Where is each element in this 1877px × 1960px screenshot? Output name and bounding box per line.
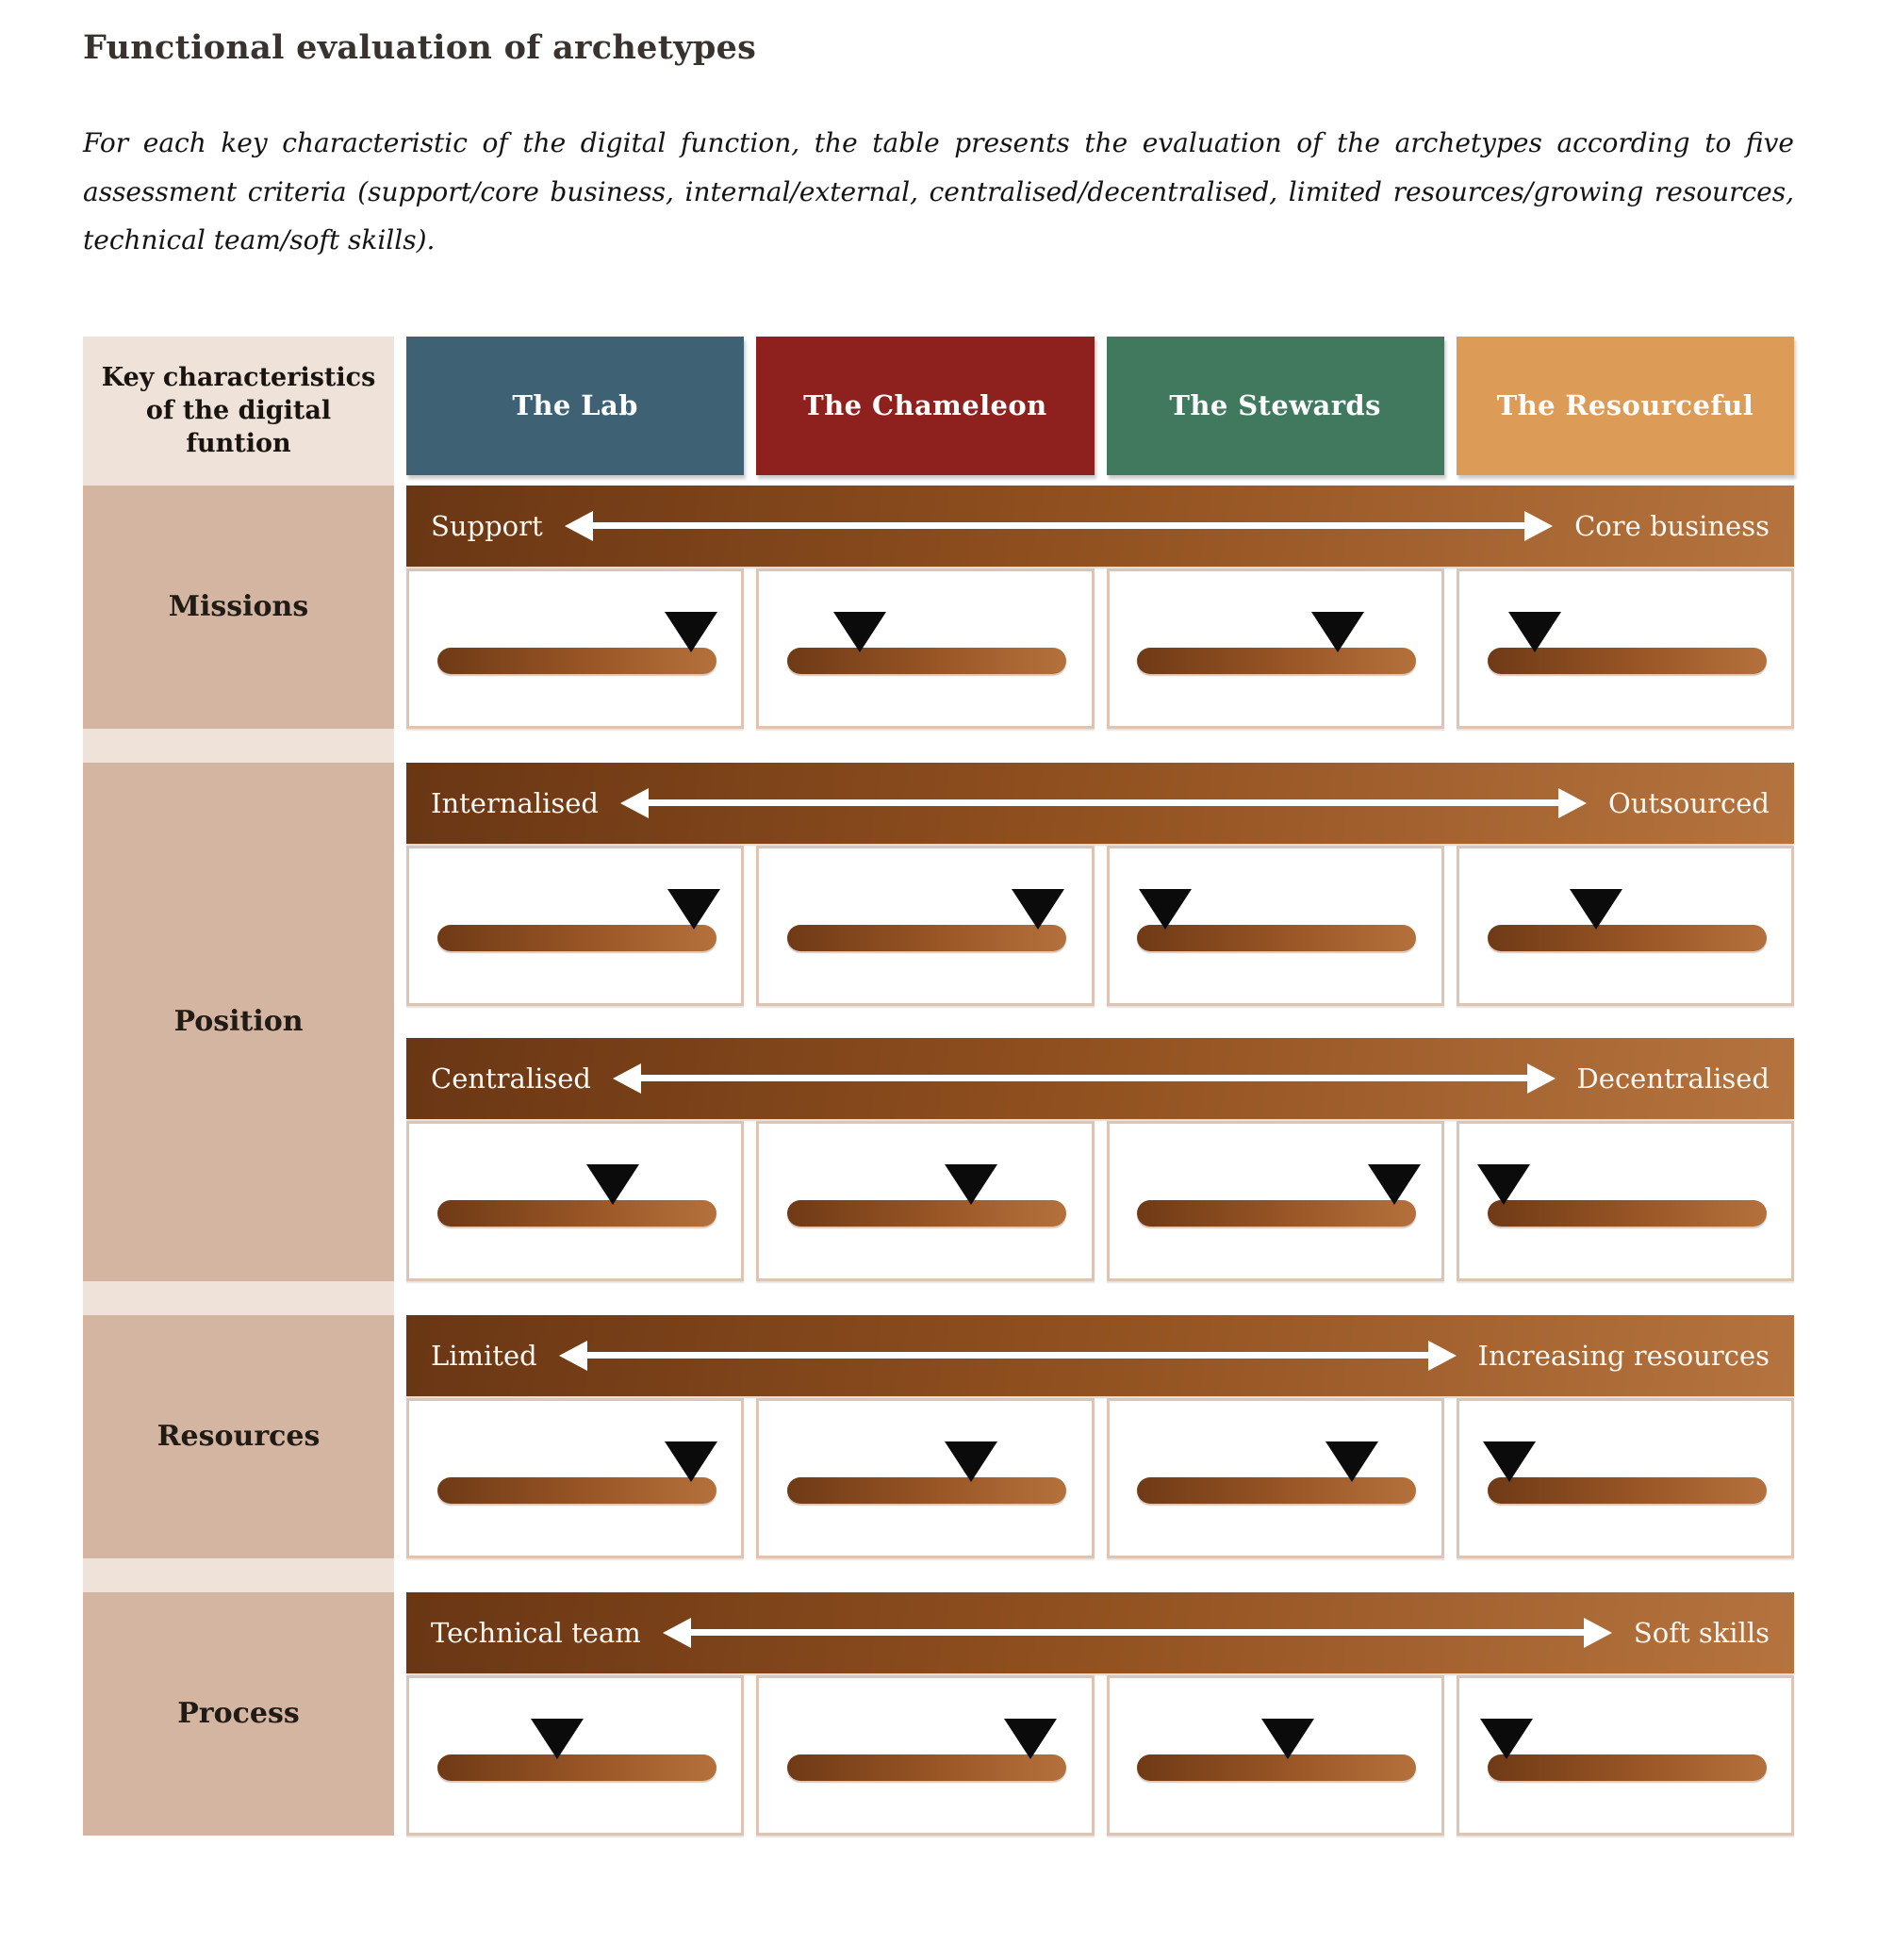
gradient-track	[787, 1200, 1066, 1227]
marker-triangle-icon	[1508, 612, 1561, 652]
marker-triangle-icon	[1325, 1441, 1378, 1482]
section-missions	[83, 486, 1794, 729]
scale-support-core-business	[406, 486, 1794, 729]
scale-bar	[406, 1315, 1794, 1396]
marker-triangle-icon	[833, 612, 886, 652]
marker-triangle-icon	[1368, 1164, 1421, 1205]
scale-right-label: Soft skills	[1633, 1616, 1770, 1649]
gradient-track	[1137, 1754, 1416, 1781]
marker-triangle-icon	[1139, 889, 1192, 930]
intro-paragraph: For each key characteristic of the digital function, the table presents the evaluation of the archetypes according to five assessment criteria (support/core business, internal/external, centralised/decentralised, limited resources/growing resources, technical team/soft skills).	[83, 127, 1794, 256]
scale-right-label: Increasing resources	[1477, 1339, 1770, 1372]
cell-process-the-resourceful	[1457, 1675, 1794, 1836]
double-arrow-icon	[586, 1352, 1429, 1359]
divider-strip	[83, 729, 394, 763]
cell-missions-the-stewards	[1107, 568, 1444, 729]
gradient-track	[1137, 1477, 1416, 1504]
gradient-track	[787, 925, 1066, 951]
cell-position2-the-resourceful	[1457, 1121, 1794, 1281]
scale-right-label: Decentralised	[1576, 1062, 1770, 1095]
divider-strip	[83, 1281, 394, 1315]
scale-right-label: Outsourced	[1608, 786, 1770, 819]
section-divider	[83, 1281, 1794, 1315]
double-arrow-icon	[592, 522, 1525, 529]
scale-centralised-decentralised	[406, 1038, 1794, 1281]
scale-left-label: Internalised	[431, 786, 599, 819]
cell-missions-the-chameleon	[756, 568, 1094, 729]
scale-left-label: Support	[431, 509, 543, 542]
marker-triangle-icon	[945, 1441, 997, 1482]
cell-missions-the-lab	[406, 568, 744, 729]
header-the-lab: The Lab	[406, 337, 744, 475]
marker-triangle-icon	[665, 612, 717, 652]
section-position	[83, 763, 1794, 1281]
cell-position1-the-stewards	[1107, 846, 1444, 1006]
marker-triangle-icon	[1004, 1719, 1057, 1759]
cell-resources-the-chameleon	[756, 1398, 1094, 1558]
page-title: Functional evaluation of archetypes	[83, 28, 757, 67]
section-divider	[83, 1558, 1794, 1592]
marker-triangle-icon	[1311, 612, 1364, 652]
gradient-track	[1488, 1200, 1767, 1227]
gradient-track	[437, 1477, 716, 1504]
scale-bar	[406, 486, 1794, 567]
cell-resources-the-resourceful	[1457, 1398, 1794, 1558]
gradient-track	[1137, 648, 1416, 674]
cell-position1-the-resourceful	[1457, 846, 1794, 1006]
header-the-chameleon: The Chameleon	[756, 337, 1094, 475]
marker-triangle-icon	[665, 1441, 717, 1482]
gradient-track	[437, 648, 716, 674]
gradient-track	[787, 648, 1066, 674]
gradient-track	[1488, 648, 1767, 674]
gradient-track	[1488, 1754, 1767, 1781]
cell-position1-the-chameleon	[756, 846, 1094, 1006]
row-label-missions: Missions	[83, 486, 394, 729]
cell-position1-the-lab	[406, 846, 744, 1006]
marker-triangle-icon	[1477, 1164, 1530, 1205]
scale-bar	[406, 1038, 1794, 1119]
cell-resources-the-lab	[406, 1398, 744, 1558]
scale-bar	[406, 1592, 1794, 1673]
double-arrow-icon	[640, 1075, 1528, 1081]
cell-resources-the-stewards	[1107, 1398, 1444, 1558]
cell-position2-the-chameleon	[756, 1121, 1094, 1281]
cell-position2-the-lab	[406, 1121, 744, 1281]
marker-triangle-icon	[1480, 1719, 1533, 1759]
gradient-track	[1488, 1477, 1767, 1504]
marker-triangle-icon	[945, 1164, 997, 1205]
gradient-track	[437, 925, 716, 951]
cell-position2-the-stewards	[1107, 1121, 1444, 1281]
divider-strip	[83, 1558, 394, 1592]
cell-process-the-lab	[406, 1675, 744, 1836]
gradient-track	[437, 1754, 716, 1781]
scale-left-label: Technical team	[431, 1616, 641, 1649]
section-resources	[83, 1315, 1794, 1558]
cell-process-the-stewards	[1107, 1675, 1444, 1836]
marker-triangle-icon	[1012, 889, 1064, 930]
section-divider	[83, 729, 1794, 763]
gradient-track	[787, 1477, 1066, 1504]
scale-limited-increasing	[406, 1315, 1794, 1558]
scale-technical-softskills	[406, 1592, 1794, 1836]
marker-triangle-icon	[531, 1719, 584, 1759]
double-arrow-icon	[690, 1629, 1585, 1636]
scale-bar	[406, 763, 1794, 844]
marker-triangle-icon	[1483, 1441, 1536, 1482]
scale-right-label: Core business	[1574, 509, 1770, 542]
marker-triangle-icon	[586, 1164, 639, 1205]
header-the-stewards: The Stewards	[1107, 337, 1444, 475]
row-label-resources: Resources	[83, 1315, 394, 1558]
scale-left-label: Centralised	[431, 1062, 591, 1095]
gradient-track	[1137, 1200, 1416, 1227]
scale-internalised-outsourced	[406, 763, 1794, 1006]
marker-triangle-icon	[1570, 889, 1622, 930]
cell-missions-the-resourceful	[1457, 568, 1794, 729]
gradient-track	[1137, 925, 1416, 951]
row-label-position: Position	[83, 763, 394, 1281]
section-process	[83, 1592, 1794, 1836]
marker-triangle-icon	[1261, 1719, 1314, 1759]
scale-left-label: Limited	[431, 1339, 537, 1372]
cell-process-the-chameleon	[756, 1675, 1094, 1836]
gradient-track	[437, 1200, 716, 1227]
gradient-track	[1488, 925, 1767, 951]
marker-triangle-icon	[667, 889, 720, 930]
archetype-evaluation-table	[83, 337, 1794, 1836]
gradient-track	[787, 1754, 1066, 1781]
archetype-headers	[406, 337, 1794, 475]
double-arrow-icon	[648, 799, 1559, 806]
table-header-row	[83, 337, 1794, 486]
row-label-process: Process	[83, 1592, 394, 1836]
corner-header-cell: Key characteristics of the digital funtion	[83, 337, 394, 486]
header-the-resourceful: The Resourceful	[1457, 337, 1794, 475]
